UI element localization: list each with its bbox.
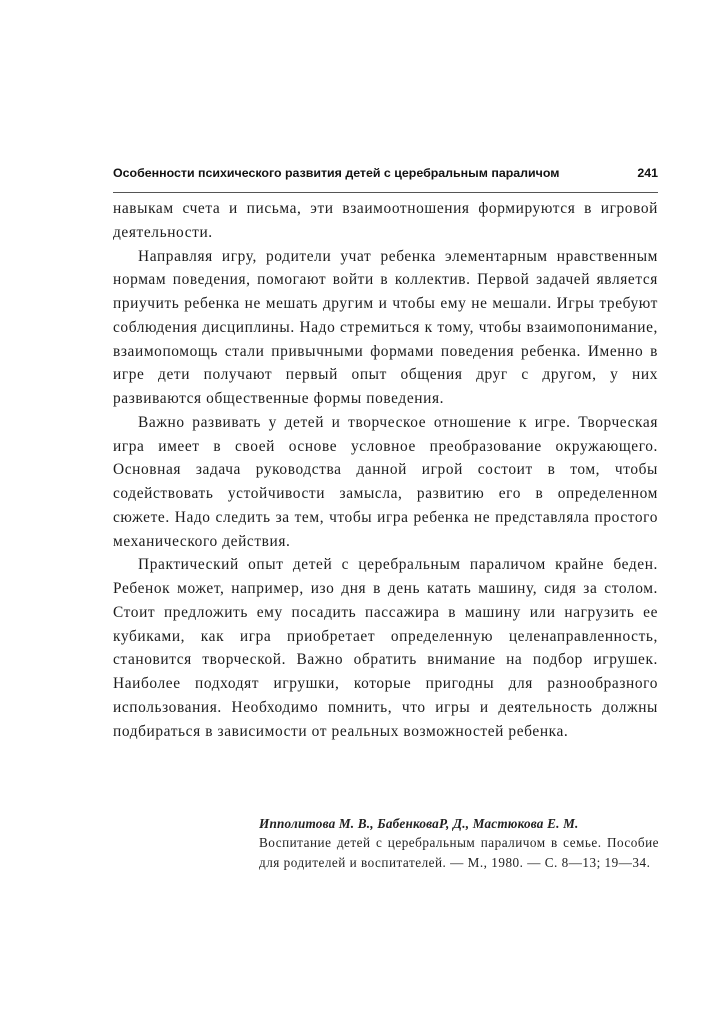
body-text <box>113 197 658 743</box>
paragraph-continuation: навыкам счета и письма, эти взаимоотношения формируются в игровой деятельности. <box>113 200 658 241</box>
header-divider <box>113 192 658 193</box>
paragraph: Важно развивать у детей и творческое отношение к игре. Творческая игра имеет в своей основе условное преобразование окружающего. Основная задача руководства данной игрой состоит в том, чтобы содействовать устойчивости замысла, развитию его в определенном сюжете. Надо следить за тем, чтобы игра ребенка не представляла простого механического действия. <box>113 413 658 550</box>
paragraph: Направляя игру, родители учат ребенка элементарным нравственным нормам поведения, помогают войти в коллектив. Первой задачей является приучить ребенка не мешать другим и чтобы ему не мешали. Игры требуют соблюдения дисциплины. Надо стремиться к тому, чтобы взаимопонимание, взаимопомощь стали привычными формами поведения ребенка. Именно в игре дети получают первый опыт общения друг с другом, у них развиваются общественные формы поведения. <box>113 247 658 407</box>
running-head-title: Особенности психического развития детей с церебральным параличом <box>113 166 560 180</box>
running-head <box>113 163 658 183</box>
paragraph: Практический опыт детей с церебральным параличом крайне беден. Ребенок может, например, изо дня в день катать машину, сидя за столом. Стоит предложить ему посадить пассажира в машину или нагрузить ее кубиками, как игра приобретает определенную целенаправленность, становится творческой. Важно обратить внимание на подбор игрушек. Наиболее подходят игрушки, которые пригодны для разнообразного использования. Необходимо помнить, что игры и деятельность должны подбираться в зависимости от реальных возможностей ребенка. <box>113 556 658 740</box>
source-citation <box>259 814 659 872</box>
page-number: 241 <box>637 166 658 180</box>
citation-authors: Ипполитова М. В., БабенковаР, Д., Мастюкова Е. М. <box>259 816 579 831</box>
citation-book: Воспитание детей с церебральным параличом в семье. Пособие для родителей и воспитателей. — М., 1980. — С. 8—13; 19—34. <box>259 835 659 870</box>
